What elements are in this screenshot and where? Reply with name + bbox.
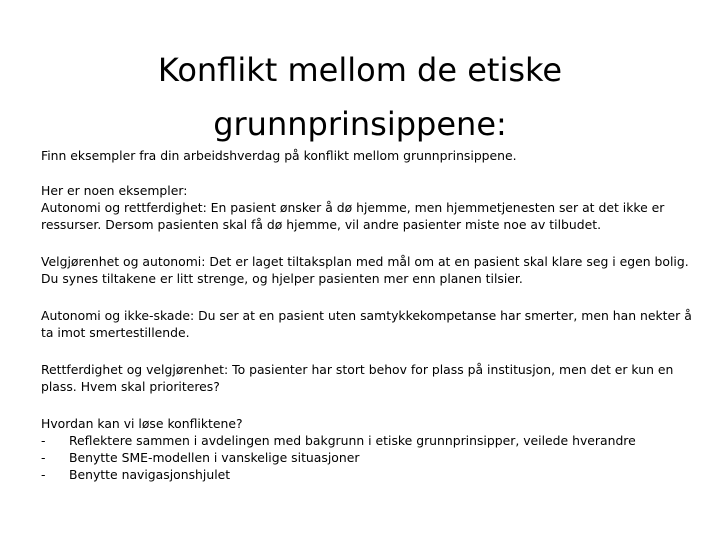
slide-title — [40, 43, 680, 151]
examples-block — [41, 182, 686, 233]
example-2 — [41, 253, 689, 287]
example-1-line-1: Autonomi og rettferdighet: En pasient ønsker å dø hjemme, men hjemmetjenesten ser at det ikke er — [41, 200, 665, 215]
example-4-line-2: plass. Hvem skal prioriteres? — [41, 379, 220, 394]
list-item-text: Benytte navigasjonshjulet — [69, 467, 231, 482]
example-3-line-2: ta imot smertestillende. — [41, 325, 190, 340]
slide-title-line-1: Konflikt mellom de etiske — [157, 51, 563, 90]
example-4 — [41, 361, 686, 395]
bullet-dash: - — [41, 450, 46, 465]
list-item-text: Benytte SME-modellen i vanskelige situasjoner — [69, 450, 360, 465]
bullet-dash: - — [41, 433, 46, 448]
resolve-list — [41, 432, 686, 483]
list-item — [41, 449, 686, 466]
examples-heading: Her er noen eksempler: — [41, 183, 188, 198]
list-item — [41, 466, 686, 483]
example-1-line-2: ressurser. Dersom pasienten skal få dø hjemme, vil andre pasienter miste noe av tilbudet. — [41, 217, 602, 232]
bullet-dash: - — [41, 467, 46, 482]
example-2-line-1: Velgjørenhet og autonomi: Det er laget tiltaksplan med mål om at en pasient skal klare seg i egen bolig. — [41, 254, 689, 269]
list-item-text: Reflektere sammen i avdelingen med bakgrunn i etiske grunnprinsipper, veilede hverandre — [69, 433, 636, 448]
resolve-heading: Hvordan kan vi løse konfliktene? — [41, 416, 243, 431]
example-3 — [41, 307, 692, 341]
intro-text: Finn eksempler fra din arbeidshverdag på konflikt mellom grunnprinsippene. — [41, 148, 517, 163]
slide-body — [41, 147, 692, 483]
resolve-block — [41, 415, 686, 483]
example-4-line-1: Rettferdighet og velgjørenhet: To pasienter har stort behov for plass på institusjon, men det er kun en — [41, 362, 674, 377]
example-2-line-2: Du synes tiltakene er litt strenge, og hjelper pasienten mer enn planen tilsier. — [41, 271, 523, 286]
example-3-line-1: Autonomi og ikke-skade: Du ser at en pasient uten samtykkekompetanse har smerter, men han nekter å — [41, 308, 692, 323]
list-item — [41, 432, 686, 449]
slide-title-line-2: grunnprinsippene: — [213, 105, 507, 144]
